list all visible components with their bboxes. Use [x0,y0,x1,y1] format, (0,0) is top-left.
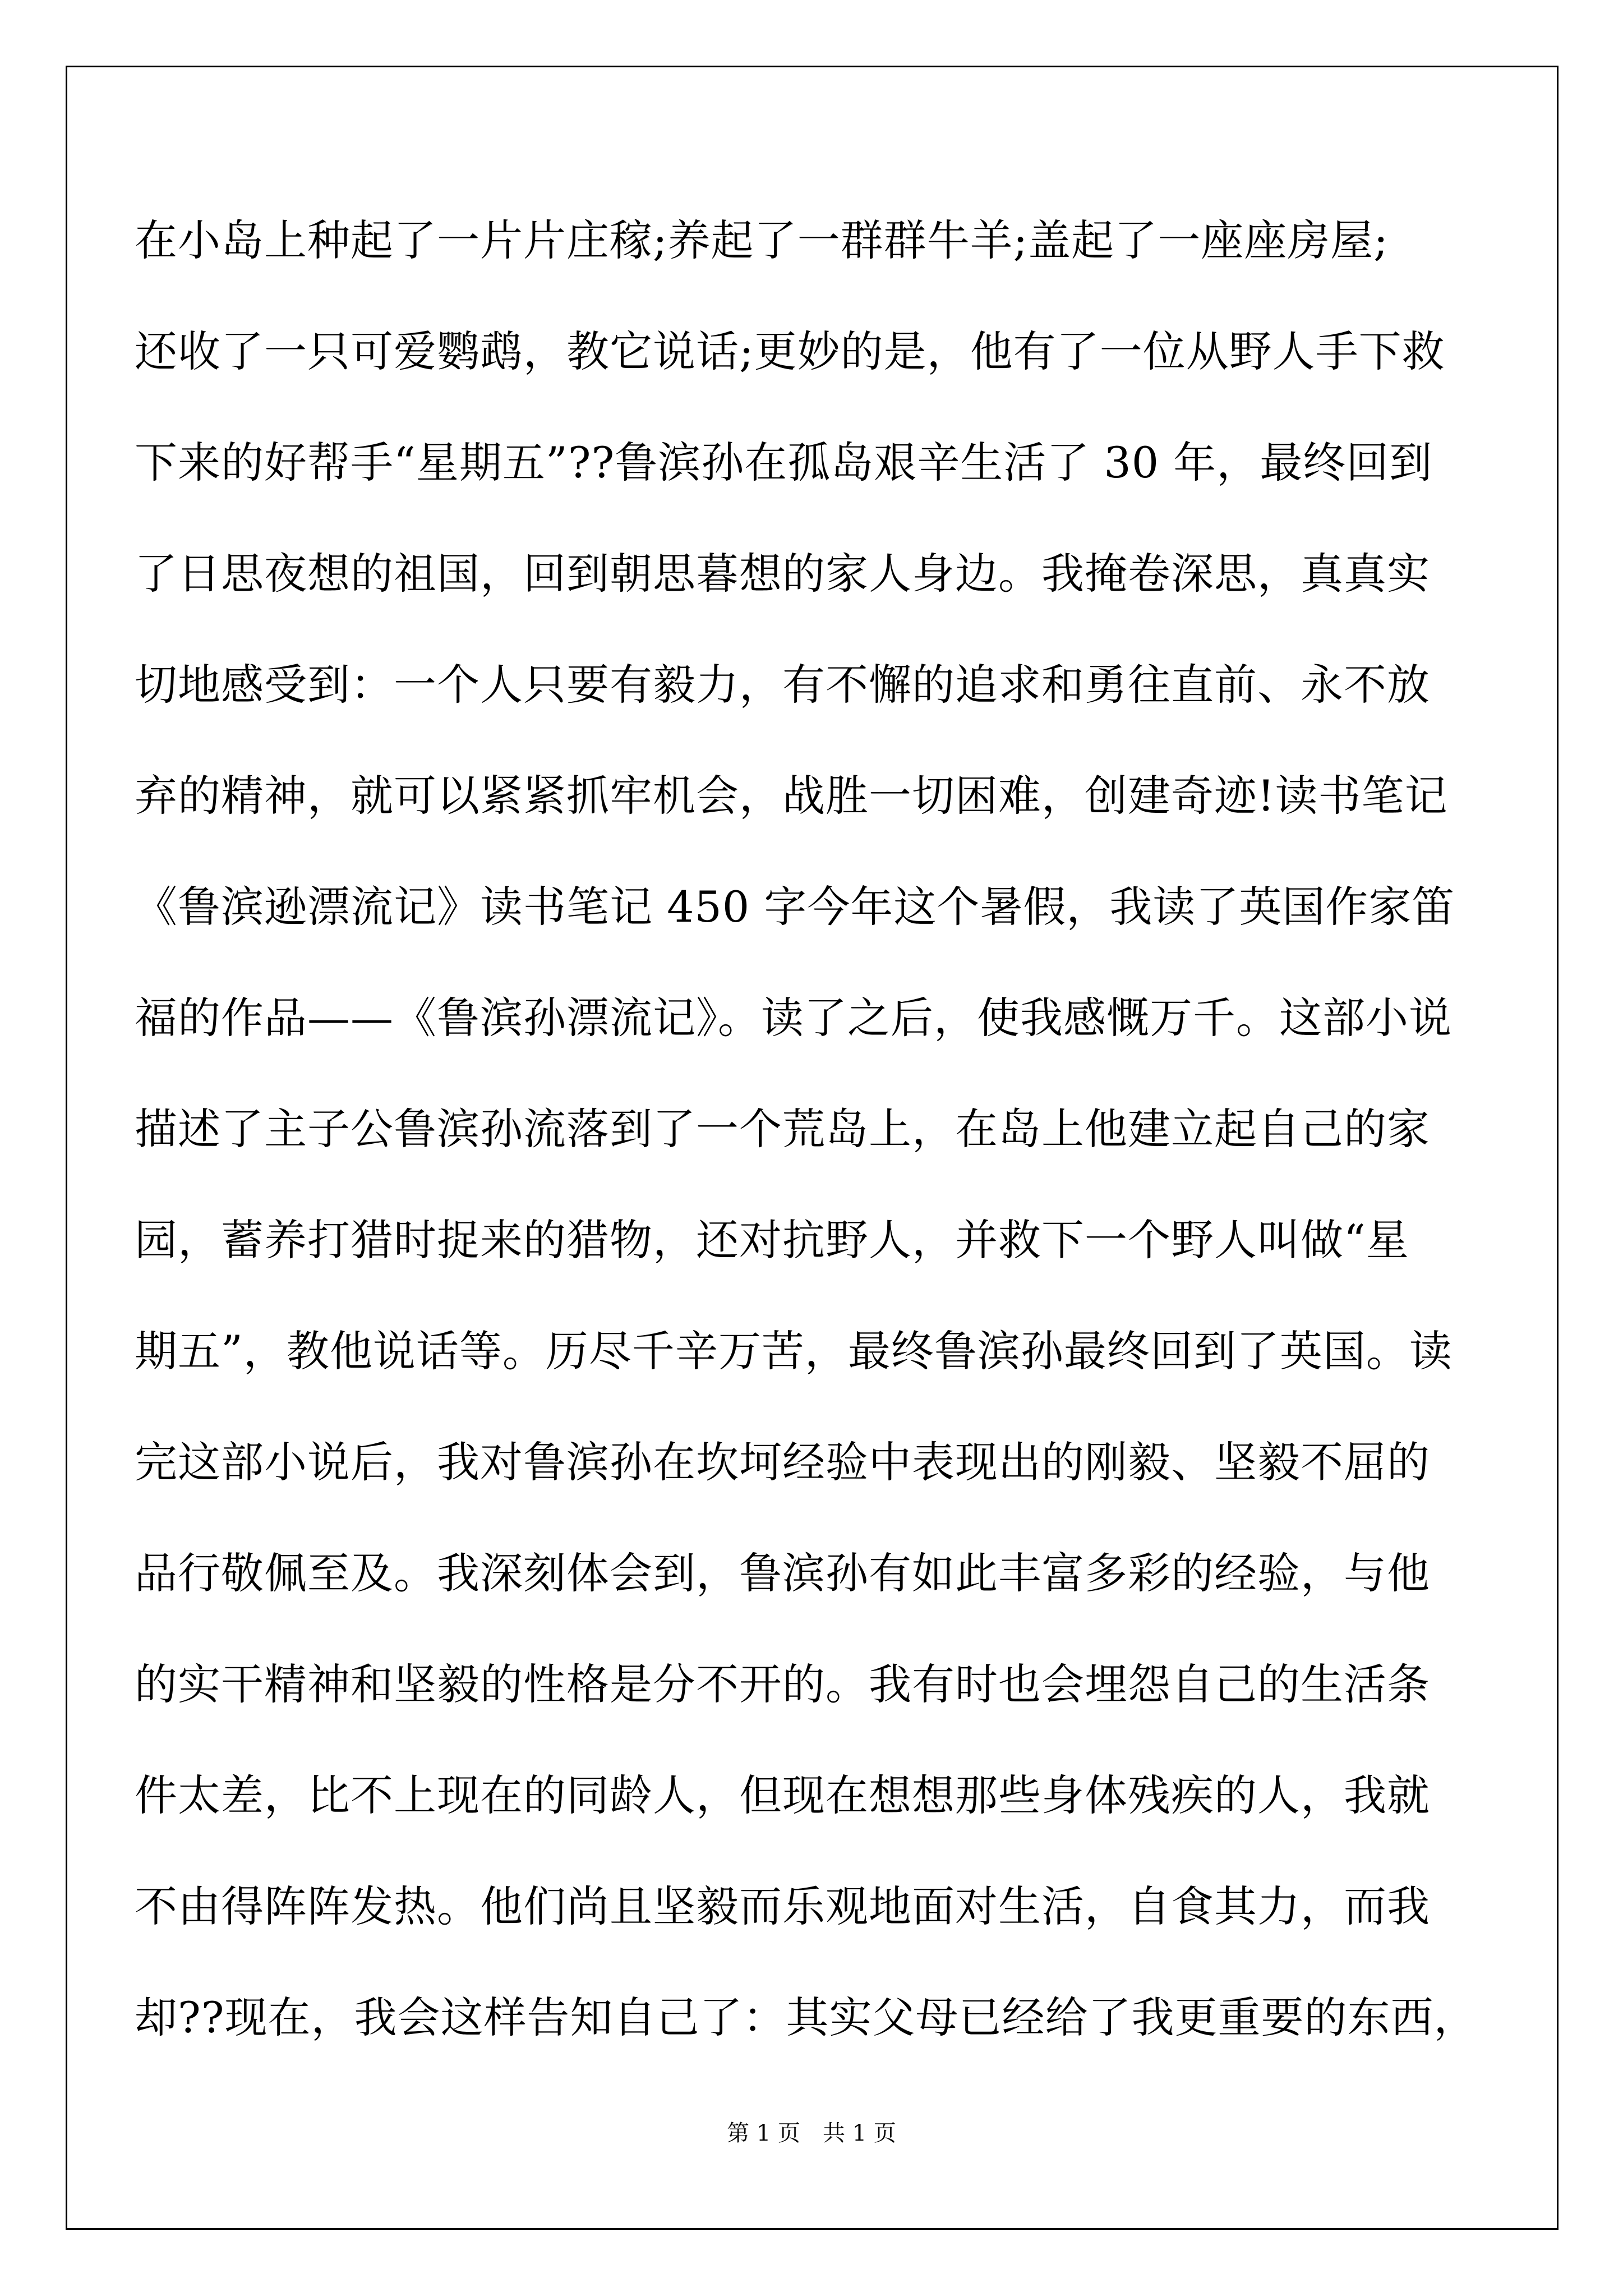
page-footer: 第 1 页 共 1 页 [727,2120,896,2146]
text-line: 期五”，教他说话等。历尽千辛万苦，最终鲁滨孙最终回到了英国。读 [135,1326,1453,1376]
text-line: 弃的精神，就可以紧紧抓牢机会，战胜一切困难，创建奇迹!读书笔记 [135,771,1448,821]
body-text [135,185,1492,2073]
text-line: 福的作品——《鲁滨孙漂流记》。读了之后，使我感慨万千。这部小说 [135,993,1452,1043]
text-line: 描述了主子公鲁滨孙流落到了一个荒岛上，在岛上他建立起自己的家 [135,1104,1430,1154]
text-line: 在小岛上种起了一片片庄稼;养起了一群群牛羊;盖起了一座座房屋; [135,215,1389,265]
text-line: 的实干精神和坚毅的性格是分不开的。我有时也会埋怨自己的生活条 [135,1659,1430,1709]
text-line: 件太差，比不上现在的同龄人，但现在想想那些身体残疾的人，我就 [135,1770,1430,1820]
text-line: 《鲁滨逊漂流记》读书笔记 450 字今年这个暑假，我读了英国作家笛 [135,882,1455,932]
text-line: 品行敬佩至及。我深刻体会到，鲁滨孙有如此丰富多彩的经验，与他 [135,1548,1430,1598]
text-line: 还收了一只可爱鹦鹉，教它说话;更妙的是，他有了一位从野人手下救 [135,326,1445,376]
text-line: 完这部小说后，我对鲁滨孙在坎坷经验中表现出的刚毅、坚毅不屈的 [135,1437,1430,1487]
text-line: 下来的好帮手“星期五”??鲁滨孙在孤岛艰辛生活了 30 年，最终回到 [135,438,1433,487]
text-line: 却??现在，我会这样告知自己了：其实父母已经给了我更重要的东西， [135,1993,1477,2042]
text-line: 不由得阵阵发热。他们尚且坚毅而乐观地面对生活，自食其力，而我 [135,1881,1430,1931]
text-line: 园，蓄养打猎时捉来的猎物，还对抗野人，并救下一个野人叫做“星 [135,1215,1409,1265]
text-line: 切地感受到：一个人只要有毅力，有不懈的追求和勇往直前、永不放 [135,660,1430,710]
text-line: 了日思夜想的祖国，回到朝思暮想的家人身边。我掩卷深思，真真实 [135,549,1430,599]
